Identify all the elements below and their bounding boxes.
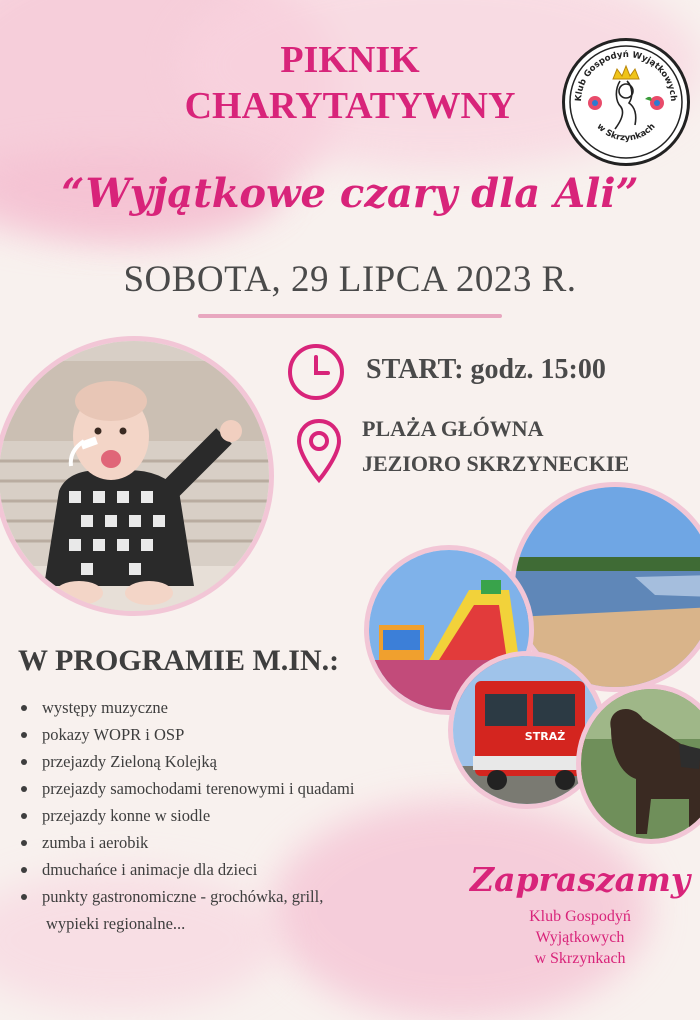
- invite-line2: Wyjątkowych: [535, 929, 625, 946]
- club-logo-graphic: [565, 41, 687, 163]
- frog-icon: [645, 97, 652, 101]
- list-item-continuation: wypieki regionalne...: [46, 914, 186, 933]
- bullet-icon: [21, 813, 27, 819]
- event-title-line2: CHARYTATYWNY: [184, 85, 516, 127]
- list-item: przejazdy konne w siodle: [18, 802, 354, 829]
- location-line1: PLAŻA GŁÓWNA: [362, 416, 544, 441]
- queen-silhouette-icon: [615, 81, 636, 129]
- fire-truck-label: STRAŻ: [524, 730, 566, 743]
- club-logo: [562, 38, 690, 166]
- list-item: przejazdy Zieloną Kolejką: [18, 748, 354, 775]
- bullet-icon: [21, 867, 27, 873]
- logo-text-bottom: w Skrzynkach: [594, 121, 658, 144]
- list-item: występy muzyczne: [18, 694, 354, 721]
- bullet-icon: [21, 894, 27, 900]
- program-list: [18, 694, 354, 937]
- list-item: dmuchańce i animacje dla dzieci: [18, 856, 354, 883]
- invite-line1: Klub Gospodyń: [529, 908, 631, 925]
- clock-icon: [287, 343, 345, 401]
- list-item: zumba i aerobik: [18, 829, 354, 856]
- list-item: przejazdy samochodami terenowymi i quadami: [18, 775, 354, 802]
- event-title-line1: PIKNIK: [280, 39, 420, 81]
- invite-heading: Zapraszamy: [470, 860, 691, 899]
- list-item: punkty gastronomiczne - grochówka, grill,: [18, 883, 354, 910]
- bullet-icon: [21, 705, 27, 711]
- bullet-icon: [21, 840, 27, 846]
- bullet-icon: [21, 786, 27, 792]
- date-divider: [198, 314, 502, 318]
- logo-text-top: Klub Gospodyń Wyjątkowych: [573, 49, 679, 102]
- list-item: pokazy WOPR i OSP: [18, 721, 354, 748]
- invite-line3: w Skrzynkach: [534, 950, 626, 967]
- location-pin-icon: [296, 418, 342, 484]
- event-subtitle: “Wyjątkowe czary dla Ali”: [61, 170, 639, 217]
- crown-icon: [613, 66, 639, 79]
- bullet-icon: [21, 759, 27, 765]
- bullet-icon: [21, 732, 27, 738]
- start-time: START: godz. 15:00: [366, 354, 606, 385]
- program-heading: W PROGRAMIE M.IN.:: [18, 644, 340, 677]
- event-date: SOBOTA, 29 LIPCA 2023 R.: [123, 259, 577, 300]
- location-line2: JEZIORO SKRZYNECKIE: [362, 451, 630, 476]
- child-photo: [0, 336, 274, 616]
